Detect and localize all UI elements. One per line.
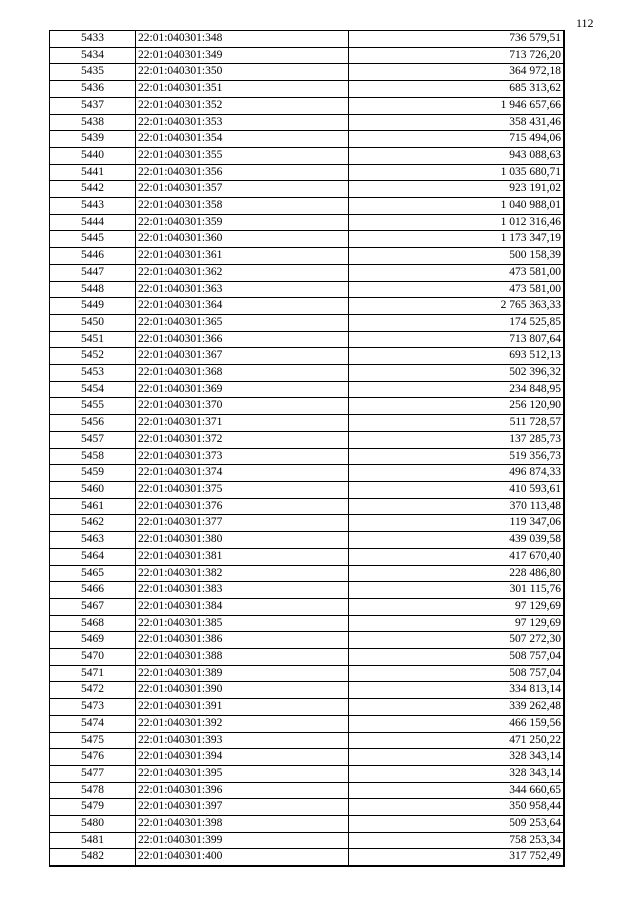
row-number-cell: 5453: [50, 365, 136, 382]
table-row: [50, 532, 564, 549]
cadastral-value-cell: 317 752,49: [349, 849, 564, 866]
table-row: [50, 331, 564, 348]
row-number-cell: 5437: [50, 97, 136, 114]
table-row: [50, 732, 564, 749]
cadastral-value-cell: 519 356,73: [349, 448, 564, 465]
row-number-cell: 5474: [50, 715, 136, 732]
page-number: 112: [576, 16, 594, 30]
cadastral-value-cell: 508 757,04: [349, 649, 564, 666]
table-row: [50, 281, 564, 298]
cadastral-value-cell: 256 120,90: [349, 398, 564, 415]
cadastral-value-cell: 923 191,02: [349, 181, 564, 198]
table-row: [50, 248, 564, 265]
cadastral-value-cell: 234 848,95: [349, 381, 564, 398]
cadastral-value-cell: 685 313,62: [349, 81, 564, 98]
cadastral-number-cell: 22:01:040301:397: [136, 799, 349, 816]
row-number-cell: 5440: [50, 147, 136, 164]
row-number-cell: 5461: [50, 498, 136, 515]
cadastral-value-cell: 943 088,63: [349, 147, 564, 164]
table-row: [50, 515, 564, 532]
cadastral-value-cell: 693 512,13: [349, 348, 564, 365]
table-row: [50, 632, 564, 649]
row-number-cell: 5479: [50, 799, 136, 816]
cadastral-number-cell: 22:01:040301:400: [136, 849, 349, 866]
cadastral-value-cell: 502 396,32: [349, 365, 564, 382]
table-row: [50, 64, 564, 81]
table-row: [50, 699, 564, 716]
table-row: [50, 665, 564, 682]
cadastral-number-cell: 22:01:040301:382: [136, 565, 349, 582]
cadastral-number-cell: 22:01:040301:365: [136, 314, 349, 331]
table-row: [50, 365, 564, 382]
cadastral-value-cell: 471 250,22: [349, 732, 564, 749]
table-row: [50, 481, 564, 498]
cadastral-value-cell: 715 494,06: [349, 131, 564, 148]
cadastral-number-cell: 22:01:040301:354: [136, 131, 349, 148]
row-number-cell: 5444: [50, 214, 136, 231]
cadastral-number-cell: 22:01:040301:356: [136, 164, 349, 181]
row-number-cell: 5441: [50, 164, 136, 181]
cadastral-number-cell: 22:01:040301:384: [136, 598, 349, 615]
table-row: [50, 381, 564, 398]
table-row: [50, 431, 564, 448]
row-number-cell: 5477: [50, 765, 136, 782]
cadastral-number-cell: 22:01:040301:389: [136, 665, 349, 682]
cadastral-number-cell: 22:01:040301:352: [136, 97, 349, 114]
cadastral-number-cell: 22:01:040301:372: [136, 431, 349, 448]
row-number-cell: 5457: [50, 431, 136, 448]
row-number-cell: 5445: [50, 231, 136, 248]
row-number-cell: 5458: [50, 448, 136, 465]
cadastral-value-cell: 473 581,00: [349, 264, 564, 281]
cadastral-number-cell: 22:01:040301:353: [136, 114, 349, 131]
cadastral-value-cell: 1 035 680,71: [349, 164, 564, 181]
table-row: [50, 131, 564, 148]
cadastral-number-cell: 22:01:040301:392: [136, 715, 349, 732]
cadastral-number-cell: 22:01:040301:367: [136, 348, 349, 365]
row-number-cell: 5439: [50, 131, 136, 148]
cadastral-value-cell: 97 129,69: [349, 615, 564, 632]
row-number-cell: 5438: [50, 114, 136, 131]
cadastral-value-cell: 466 159,56: [349, 715, 564, 732]
cadastral-value-cell: 500 158,39: [349, 248, 564, 265]
cadastral-number-cell: 22:01:040301:362: [136, 264, 349, 281]
cadastral-value-cell: 228 486,80: [349, 565, 564, 582]
cadastral-number-cell: 22:01:040301:376: [136, 498, 349, 515]
cadastral-value-table: [49, 30, 564, 866]
cadastral-value-cell: 364 972,18: [349, 64, 564, 81]
row-number-cell: 5478: [50, 782, 136, 799]
row-number-cell: 5446: [50, 248, 136, 265]
row-number-cell: 5468: [50, 615, 136, 632]
table-row: [50, 498, 564, 515]
row-number-cell: 5456: [50, 415, 136, 432]
table-row: [50, 415, 564, 432]
row-number-cell: 5463: [50, 532, 136, 549]
cadastral-number-cell: 22:01:040301:393: [136, 732, 349, 749]
table-row: [50, 264, 564, 281]
cadastral-number-cell: 22:01:040301:358: [136, 198, 349, 215]
row-number-cell: 5480: [50, 816, 136, 833]
row-number-cell: 5436: [50, 81, 136, 98]
cadastral-number-cell: 22:01:040301:391: [136, 699, 349, 716]
table-row: [50, 615, 564, 632]
row-number-cell: 5473: [50, 699, 136, 716]
cadastral-number-cell: 22:01:040301:368: [136, 365, 349, 382]
cadastral-value-cell: 713 807,64: [349, 331, 564, 348]
row-number-cell: 5482: [50, 849, 136, 866]
table-row: [50, 198, 564, 215]
cadastral-value-cell: 2 765 363,33: [349, 298, 564, 315]
cadastral-value-cell: 328 343,14: [349, 765, 564, 782]
table-row: [50, 298, 564, 315]
row-number-cell: 5433: [50, 31, 136, 48]
row-number-cell: 5471: [50, 665, 136, 682]
row-number-cell: 5464: [50, 548, 136, 565]
cadastral-value-cell: 496 874,33: [349, 465, 564, 482]
cadastral-number-cell: 22:01:040301:373: [136, 448, 349, 465]
cadastral-value-cell: 713 726,20: [349, 47, 564, 64]
cadastral-number-cell: 22:01:040301:359: [136, 214, 349, 231]
table-row: [50, 799, 564, 816]
table-row: [50, 465, 564, 482]
row-number-cell: 5448: [50, 281, 136, 298]
cadastral-number-cell: 22:01:040301:399: [136, 832, 349, 849]
table-row: [50, 715, 564, 732]
table-row: [50, 348, 564, 365]
table-row: [50, 314, 564, 331]
table-row: [50, 565, 564, 582]
cadastral-number-cell: 22:01:040301:349: [136, 47, 349, 64]
row-number-cell: 5469: [50, 632, 136, 649]
row-number-cell: 5435: [50, 64, 136, 81]
cadastral-value-cell: 137 285,73: [349, 431, 564, 448]
table-row: [50, 782, 564, 799]
cadastral-number-cell: 22:01:040301:394: [136, 749, 349, 766]
cadastral-value-cell: 370 113,48: [349, 498, 564, 515]
cadastral-value-cell: 507 272,30: [349, 632, 564, 649]
table-row: [50, 582, 564, 599]
row-number-cell: 5455: [50, 398, 136, 415]
row-number-cell: 5450: [50, 314, 136, 331]
row-number-cell: 5466: [50, 582, 136, 599]
table-row: [50, 816, 564, 833]
cadastral-value-cell: 339 262,48: [349, 699, 564, 716]
cadastral-value-cell: 473 581,00: [349, 281, 564, 298]
cadastral-number-cell: 22:01:040301:355: [136, 147, 349, 164]
table-row: [50, 749, 564, 766]
row-number-cell: 5465: [50, 565, 136, 582]
row-number-cell: 5459: [50, 465, 136, 482]
cadastral-number-cell: 22:01:040301:396: [136, 782, 349, 799]
cadastral-number-cell: 22:01:040301:360: [136, 231, 349, 248]
table-row: [50, 47, 564, 64]
cadastral-number-cell: 22:01:040301:388: [136, 649, 349, 666]
table-row: [50, 548, 564, 565]
row-number-cell: 5434: [50, 47, 136, 64]
table-row: [50, 231, 564, 248]
cadastral-value-cell: 1 173 347,19: [349, 231, 564, 248]
table-row: [50, 147, 564, 164]
row-number-cell: 5442: [50, 181, 136, 198]
cadastral-number-cell: 22:01:040301:385: [136, 615, 349, 632]
table-row: [50, 181, 564, 198]
table-row: [50, 849, 564, 866]
cadastral-value-cell: 758 253,34: [349, 832, 564, 849]
table-row: [50, 97, 564, 114]
cadastral-value-cell: 174 525,85: [349, 314, 564, 331]
table-row: [50, 448, 564, 465]
table-row: [50, 682, 564, 699]
table-row: [50, 31, 564, 48]
cadastral-number-cell: 22:01:040301:377: [136, 515, 349, 532]
row-number-cell: 5475: [50, 732, 136, 749]
cadastral-number-cell: 22:01:040301:364: [136, 298, 349, 315]
cadastral-value-cell: 1 040 988,01: [349, 198, 564, 215]
cadastral-number-cell: 22:01:040301:363: [136, 281, 349, 298]
cadastral-number-cell: 22:01:040301:381: [136, 548, 349, 565]
cadastral-value-cell: 509 253,64: [349, 816, 564, 833]
row-number-cell: 5452: [50, 348, 136, 365]
cadastral-number-cell: 22:01:040301:383: [136, 582, 349, 599]
cadastral-value-cell: 301 115,76: [349, 582, 564, 599]
cadastral-value-cell: 439 039,58: [349, 532, 564, 549]
table-row: [50, 598, 564, 615]
cadastral-number-cell: 22:01:040301:361: [136, 248, 349, 265]
cadastral-number-cell: 22:01:040301:398: [136, 816, 349, 833]
cadastral-value-cell: 358 431,46: [349, 114, 564, 131]
cadastral-number-cell: 22:01:040301:374: [136, 465, 349, 482]
cadastral-number-cell: 22:01:040301:350: [136, 64, 349, 81]
row-number-cell: 5476: [50, 749, 136, 766]
cadastral-number-cell: 22:01:040301:375: [136, 481, 349, 498]
cadastral-number-cell: 22:01:040301:366: [136, 331, 349, 348]
cadastral-value-cell: 1 012 316,46: [349, 214, 564, 231]
row-number-cell: 5467: [50, 598, 136, 615]
row-number-cell: 5472: [50, 682, 136, 699]
table-row: [50, 164, 564, 181]
table-row: [50, 214, 564, 231]
row-number-cell: 5460: [50, 481, 136, 498]
cadastral-number-cell: 22:01:040301:357: [136, 181, 349, 198]
cadastral-number-cell: 22:01:040301:395: [136, 765, 349, 782]
cadastral-number-cell: 22:01:040301:351: [136, 81, 349, 98]
cadastral-value-cell: 410 593,61: [349, 481, 564, 498]
cadastral-number-cell: 22:01:040301:348: [136, 31, 349, 48]
cadastral-value-cell: 1 946 657,66: [349, 97, 564, 114]
cadastral-value-cell: 334 813,14: [349, 682, 564, 699]
table-row: [50, 114, 564, 131]
row-number-cell: 5447: [50, 264, 136, 281]
cadastral-number-cell: 22:01:040301:369: [136, 381, 349, 398]
row-number-cell: 5470: [50, 649, 136, 666]
row-number-cell: 5462: [50, 515, 136, 532]
cadastral-value-cell: 508 757,04: [349, 665, 564, 682]
cadastral-number-cell: 22:01:040301:386: [136, 632, 349, 649]
cadastral-number-cell: 22:01:040301:371: [136, 415, 349, 432]
row-number-cell: 5481: [50, 832, 136, 849]
table-row: [50, 649, 564, 666]
table-row: [50, 832, 564, 849]
row-number-cell: 5443: [50, 198, 136, 215]
cadastral-number-cell: 22:01:040301:380: [136, 532, 349, 549]
row-number-cell: 5454: [50, 381, 136, 398]
cadastral-value-cell: 350 958,44: [349, 799, 564, 816]
table-row: [50, 765, 564, 782]
cadastral-value-cell: 511 728,57: [349, 415, 564, 432]
cadastral-number-cell: 22:01:040301:370: [136, 398, 349, 415]
cadastral-value-cell: 328 343,14: [349, 749, 564, 766]
cadastral-number-cell: 22:01:040301:390: [136, 682, 349, 699]
cadastral-value-cell: 736 579,51: [349, 31, 564, 48]
row-number-cell: 5451: [50, 331, 136, 348]
cadastral-value-cell: 344 660,65: [349, 782, 564, 799]
cadastral-value-cell: 119 347,06: [349, 515, 564, 532]
row-number-cell: 5449: [50, 298, 136, 315]
cadastral-value-cell: 417 670,40: [349, 548, 564, 565]
table-row: [50, 81, 564, 98]
table-body: [50, 31, 564, 866]
table-row: [50, 398, 564, 415]
cadastral-value-cell: 97 129,69: [349, 598, 564, 615]
